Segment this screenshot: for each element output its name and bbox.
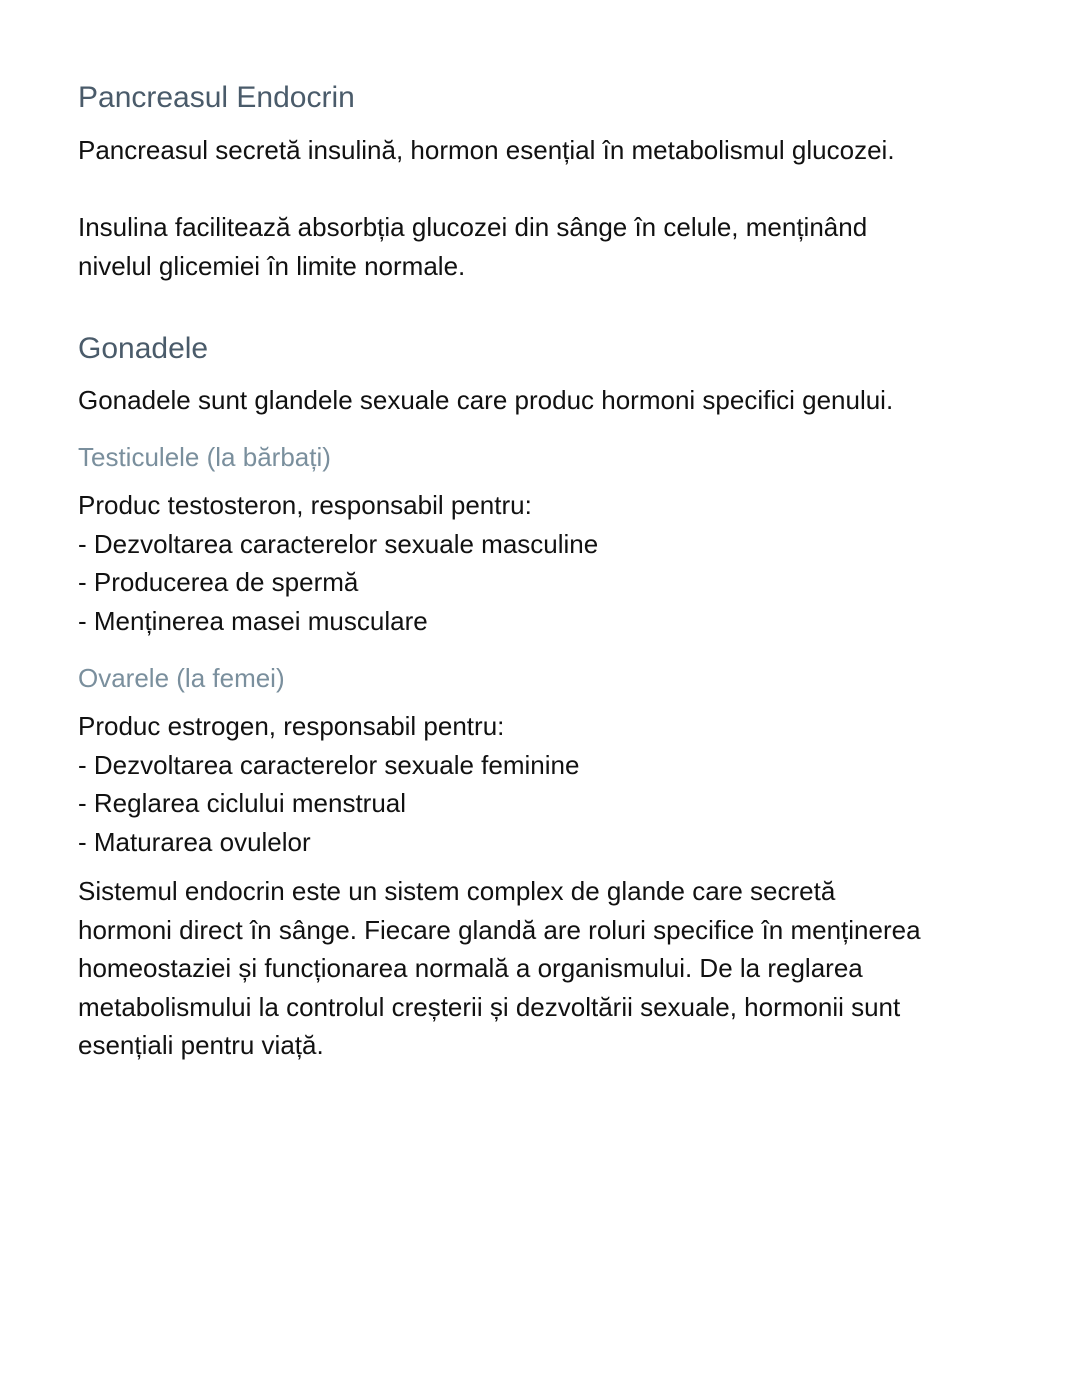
list-item: - Menținerea masei musculare	[78, 605, 428, 636]
paragraph-insulin	[78, 208, 1018, 285]
text-line: metabolismului la controlul creșterii și dezvoltării sexuale, hormonii sunt	[78, 991, 901, 1022]
text-line: nivelul glicemiei în limite normale.	[78, 250, 466, 281]
paragraph-pancreas-intro	[78, 131, 1018, 170]
list-testes	[78, 486, 1018, 640]
text-line: Pancreasul secretă insulină, hormon esențial în metabolismul glucozei.	[78, 135, 895, 165]
section-title-pancreas: Pancreasul Endocrin	[78, 81, 355, 114]
paragraph-gonads-intro	[78, 381, 1018, 420]
text-line: hormoni direct în sânge. Fiecare glandă are roluri specifice în menținerea	[78, 914, 921, 945]
list-item: - Dezvoltarea caracterelor sexuale feminine	[78, 749, 580, 780]
text-line: Sistemul endocrin este un sistem complex de glande care secretă	[78, 876, 836, 906]
text-line: Insulina facilitează absorbția glucozei din sânge în celule, menținând	[78, 212, 868, 242]
subsection-title-testes: Testiculele (la bărbați)	[78, 442, 331, 472]
text-line: Gonadele sunt glandele sexuale care produc hormoni specifici genului.	[78, 385, 894, 415]
list-item: - Reglarea ciclului menstrual	[78, 788, 407, 818]
list-item: - Producerea de spermă	[78, 567, 359, 597]
text-line: homeostaziei și funcționarea normală a organismului. De la reglarea	[78, 953, 863, 983]
text-line: esențiali pentru viață.	[78, 1030, 324, 1060]
paragraph-conclusion	[78, 872, 1018, 1065]
list-item: - Dezvoltarea caracterelor sexuale masculine	[78, 528, 599, 559]
section-title-gonads: Gonadele	[78, 332, 209, 365]
list-item: - Maturarea ovulelor	[78, 826, 311, 857]
list-item: Produc estrogen, responsabil pentru:	[78, 711, 505, 741]
list-ovaries	[78, 707, 1018, 861]
list-item: Produc testosteron, responsabil pentru:	[78, 490, 532, 520]
subsection-title-ovaries: Ovarele (la femei)	[78, 663, 285, 693]
